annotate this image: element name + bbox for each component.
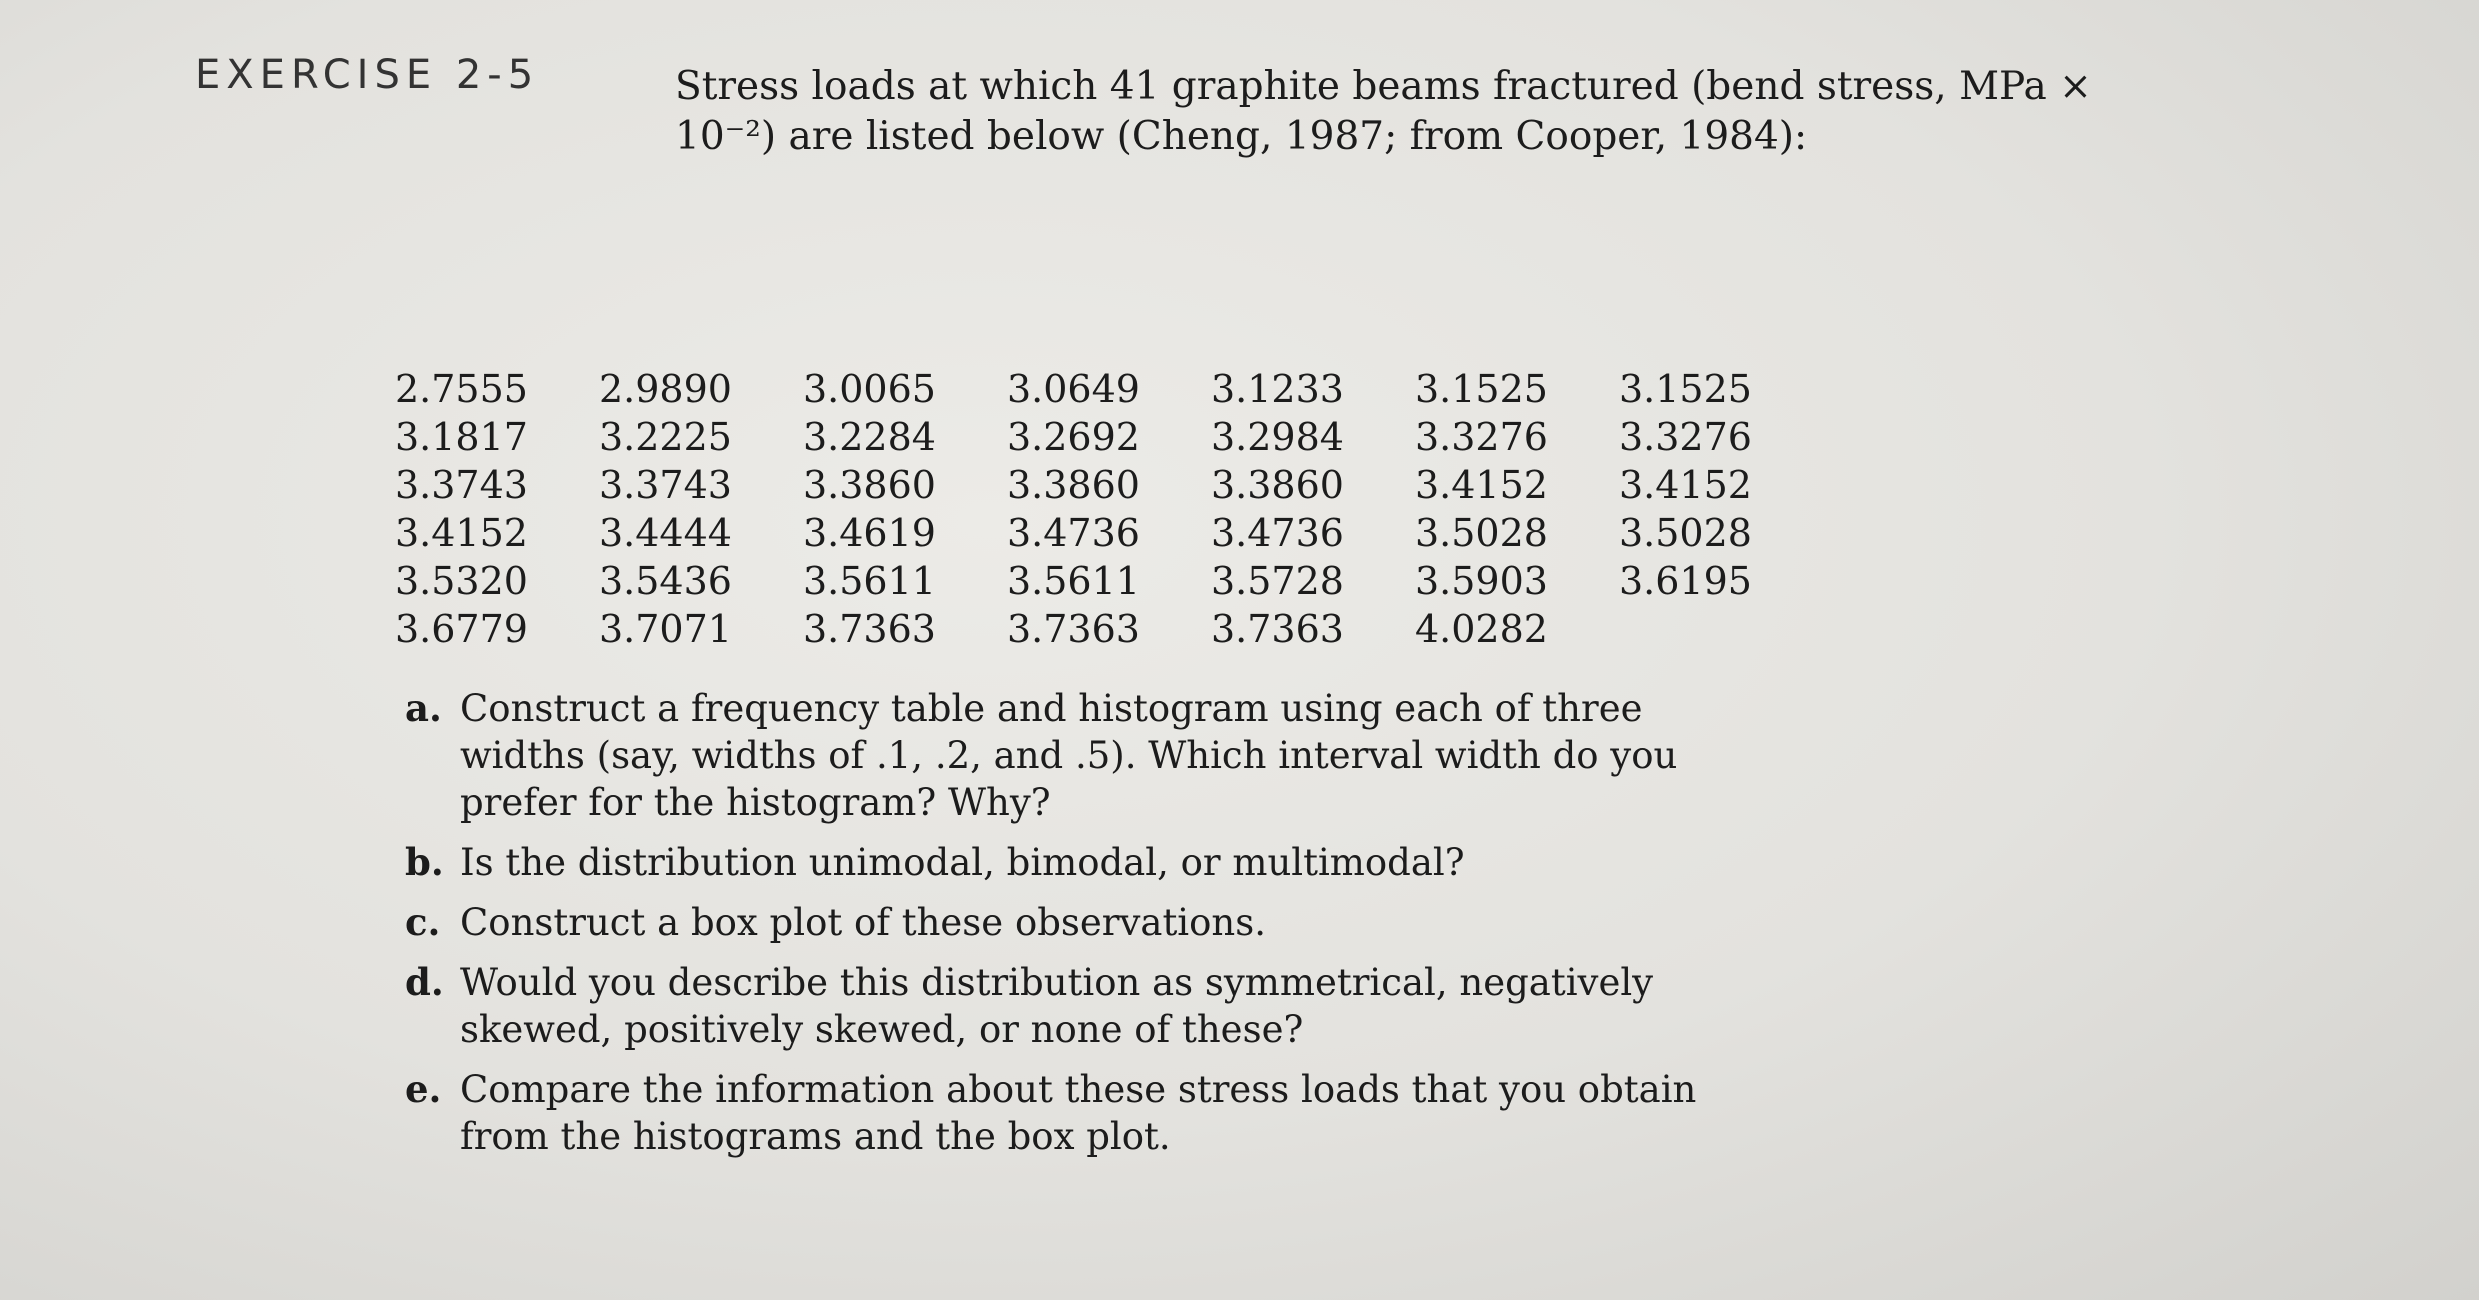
data-cell: 3.3276 — [1619, 415, 1752, 459]
question-item — [395, 839, 1745, 886]
data-cell: 3.3276 — [1415, 415, 1548, 459]
data-cell: 3.5611 — [1007, 559, 1140, 603]
data-cell: 3.4444 — [599, 511, 732, 555]
data-cell: 3.1525 — [1415, 367, 1548, 411]
data-row — [395, 605, 1823, 653]
data-cell: 3.3743 — [395, 463, 528, 507]
data-row — [395, 509, 1823, 557]
data-cell: 3.2984 — [1211, 415, 1344, 459]
data-cell: 3.4619 — [803, 511, 936, 555]
data-cell: 3.5320 — [395, 559, 528, 603]
data-cell: 3.3860 — [803, 463, 936, 507]
data-cell: 2.9890 — [599, 367, 732, 411]
data-cell: 3.0649 — [1007, 367, 1140, 411]
data-row — [395, 365, 1823, 413]
data-cell — [1619, 605, 1823, 653]
question-text: Is the distribution unimodal, bimodal, or multimodal? — [460, 841, 1465, 884]
exercise-intro: Stress loads at which 41 graphite beams fractured (bend stress, MPa × 10⁻²) are listed below (Cheng, 1987; from Cooper, 1984): — [675, 64, 2092, 159]
data-cell: 3.1233 — [1211, 367, 1344, 411]
data-cell: 3.4152 — [1415, 463, 1548, 507]
data-cell: 3.3860 — [1211, 463, 1344, 507]
data-cell: 3.5436 — [599, 559, 732, 603]
question-marker: b. — [405, 840, 444, 884]
question-marker: e. — [405, 1067, 442, 1111]
question-text: Construct a frequency table and histogram using each of three widths (say, widths of .1, .2, and .5). Which interval width do you prefer for the histogram? Why? — [460, 687, 1678, 824]
question-text: Compare the information about these stress loads that you obtain from the histograms and the box plot. — [460, 1068, 1697, 1158]
stress-data-table — [395, 365, 1823, 653]
data-cell: 3.4736 — [1007, 511, 1140, 555]
data-cell: 3.7363 — [1007, 607, 1140, 651]
question-item — [395, 899, 1745, 946]
data-cell: 3.4736 — [1211, 511, 1344, 555]
data-cell: 3.5028 — [1415, 511, 1548, 555]
question-list — [395, 685, 1745, 1173]
question-text: Construct a box plot of these observations. — [460, 901, 1266, 944]
data-row — [395, 413, 1823, 461]
data-cell: 3.7363 — [1211, 607, 1344, 651]
data-row — [395, 557, 1823, 605]
data-cell: 3.1817 — [395, 415, 528, 459]
data-cell: 3.4152 — [1619, 463, 1752, 507]
data-row — [395, 461, 1823, 509]
exercise-label: EXERCISE 2-5 — [195, 52, 540, 98]
question-item — [395, 959, 1745, 1053]
question-text: Would you describe this distribution as symmetrical, negatively skewed, positively skewed, or none of these? — [460, 961, 1654, 1051]
data-cell: 3.5611 — [803, 559, 936, 603]
data-cell: 2.7555 — [395, 367, 528, 411]
data-cell: 3.0065 — [803, 367, 936, 411]
data-cell: 3.1525 — [1619, 367, 1752, 411]
data-cell: 3.6779 — [395, 607, 528, 651]
data-cell: 3.6195 — [1619, 559, 1752, 603]
data-cell: 3.2284 — [803, 415, 936, 459]
question-item — [395, 1066, 1745, 1160]
data-cell: 3.2225 — [599, 415, 732, 459]
data-cell: 3.3743 — [599, 463, 732, 507]
data-cell: 3.5903 — [1415, 559, 1548, 603]
data-cell: 3.4152 — [395, 511, 528, 555]
data-cell: 3.5728 — [1211, 559, 1344, 603]
question-item — [395, 685, 1745, 826]
question-marker: d. — [405, 960, 444, 1004]
data-cell: 3.7071 — [599, 607, 732, 651]
data-cell: 3.7363 — [803, 607, 936, 651]
data-cell: 4.0282 — [1415, 607, 1548, 651]
data-cell: 3.2692 — [1007, 415, 1140, 459]
data-cell: 3.5028 — [1619, 511, 1752, 555]
question-marker: a. — [405, 686, 442, 730]
data-cell: 3.3860 — [1007, 463, 1140, 507]
question-marker: c. — [405, 900, 441, 944]
